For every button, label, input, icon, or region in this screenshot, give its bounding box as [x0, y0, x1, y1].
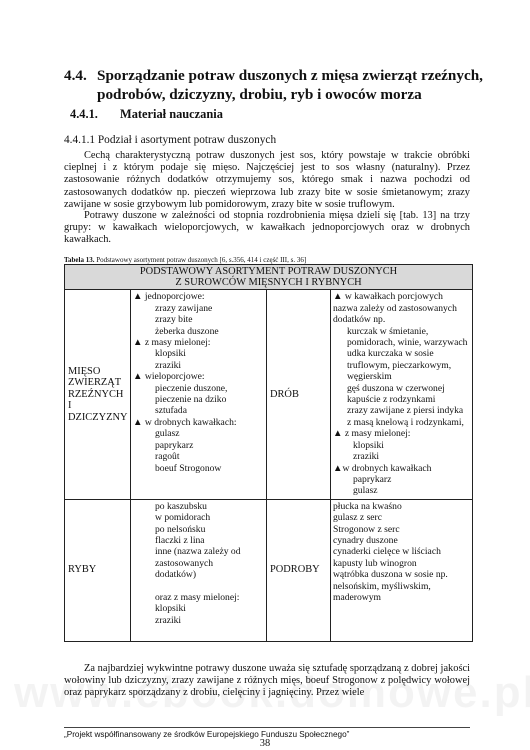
cell-line: zrazy zawijane z piersi indyka — [347, 405, 464, 417]
cell-line: zraziki — [353, 451, 380, 463]
cell-line: oraz z masy mielonej: — [155, 591, 240, 603]
cell-line: klopsiki — [353, 439, 384, 451]
table-header-line1: PODSTAWOWY ASORTYMENT POTRAW DUSZONYCH — [139, 266, 398, 277]
table-header-line2: Z SUROWCÓW MIĘSNYCH I RYBNYCH — [175, 277, 362, 289]
paragraph-1: Cechą charakterystyczną potraw duszonych jest sos, który powstaje w trakcie obróbki cieplnej i z którym podaje się mięso. Najczęściej jest to sos własny (naturalny). Przez zastosowanie różnych dodatków otrzymujemy sos, którego smak i nazwa pochodzi od zastosowanych dodatków np. pieczeń wieprzowa lub zrazy bite w sosie śmietanowym; zrazy zawijane w sosie grzybowym lub pomidorowym, zrazy bite w sosie truflowym. — [64, 150, 470, 210]
dish-list-cell — [131, 290, 267, 499]
cell-line: ▲ jednoporcjowe: — [133, 291, 205, 303]
cell-line: zastosowanych — [155, 557, 214, 569]
paragraph-3: Za najbardziej wykwintne potrawy duszone uważa się sztufadę sporządzaną z dobrej jakości wołowiny lub dziczyzny, zrazy zawijane z różnych mięs, boeuf Strogonow z polędwicy wołowej oraz paprykarz sporządzany z drobiu, cielęciny i jagnięciny. Przez wiele — [64, 663, 470, 699]
table-caption — [64, 256, 306, 264]
cell-line: dodatków) — [155, 569, 197, 581]
table-row — [65, 290, 473, 499]
cell-line: udka kurczaka w sosie — [347, 348, 434, 360]
cell-line: klopsiki — [155, 348, 186, 360]
cell-line: ▲ z masy mielonej: — [333, 428, 411, 440]
cell-line: gulasz — [353, 485, 378, 497]
cell-line: cynaderki cielęce w liściach — [333, 546, 441, 558]
cell-line: ▲ w kawałkach porcjowych — [333, 291, 443, 303]
cell-line: DZICZYZNY — [68, 411, 128, 423]
cell-line: zraziki — [155, 614, 182, 626]
cell-line: boeuf Strogonow — [155, 462, 222, 474]
dish-list-cell — [331, 499, 473, 641]
cell-line: gęś duszona w czerwonej — [347, 382, 445, 394]
cell-line: I — [68, 400, 72, 412]
cell-line: ▲ w drobnych kawałkach: — [133, 416, 237, 428]
assortment-table — [64, 264, 473, 642]
cell-line: cynadry duszone — [333, 534, 398, 546]
cell-line: kapuście z rodzynkami — [347, 394, 436, 406]
cell-line: po kaszubsku — [155, 500, 207, 512]
cell-line: MIĘSO — [68, 365, 101, 377]
category-cell — [267, 499, 331, 641]
cell-line: Strogonow z serc — [333, 523, 400, 535]
cell-line: płucka na kwaśno — [333, 500, 402, 512]
page-number: 38 — [259, 738, 271, 749]
table-header — [65, 265, 473, 290]
cell-line: zrazy bite — [155, 314, 193, 326]
chapter-heading — [64, 66, 494, 104]
cell-line: RZEŹNYCH — [68, 388, 124, 400]
cell-line: gulasz z serc — [333, 512, 383, 524]
cell-line: pomidorach, winie, warzywach — [347, 337, 468, 349]
cell-line: RYBY — [68, 564, 97, 576]
cell-line: inne (nazwa zależy od — [155, 546, 241, 558]
cell-line: ▲w drobnych kawałkach — [333, 462, 432, 474]
cell-line: żeberka duszone — [155, 325, 219, 337]
cell-line: paprykarz — [155, 439, 194, 451]
cell-line: ▲ z masy mielonej: — [133, 337, 211, 349]
category-cell — [267, 290, 331, 499]
cell-line: pieczenie duszone, — [155, 382, 228, 394]
section-heading — [70, 107, 223, 122]
table-caption-label: Tabela 13. — [64, 256, 95, 264]
cell-line: kapusty lub winogron — [333, 557, 417, 569]
footer-note: „Projekt współfinansowany ze środków Europejskiego Funduszu Społecznego” — [64, 727, 470, 739]
cell-line: ▲ wieloporcjowe: — [133, 371, 205, 383]
table-row — [65, 499, 473, 641]
paragraph-2: Potrawy duszone w zależności od stopnia rozdrobnienia mięsa dzieli się [tab. 13] na trzy grupy: w kawałkach wieloporcjowych, w kawałkach jednoporcjowych oraz w drobnych kawałkach. — [64, 210, 470, 246]
category-cell — [65, 499, 131, 641]
cell-line: po nelsońsku — [155, 523, 206, 535]
cell-line: pieczenie na dziko — [155, 394, 227, 406]
chapter-title-line1: Sporządzanie potraw duszonych z mięsa zwierząt rzeźnych, — [97, 67, 483, 84]
cell-line: flaczki z lina — [155, 534, 205, 546]
cell-line: z masą knelową i rodzynkami, — [347, 416, 464, 428]
table-caption-text: Podstawowy asortyment potraw duszonych [6, s.356, 414 i część III, s. 36] — [94, 256, 307, 264]
cell-line: w pomidorach — [155, 512, 211, 524]
cell-line: węgierskim — [347, 371, 392, 383]
cell-line — [133, 581, 264, 592]
cell-line: PODROBY — [270, 564, 320, 576]
cell-line: DRÓB — [270, 388, 299, 400]
section-title: Materiał nauczania — [120, 107, 223, 121]
dish-list-cell — [131, 499, 267, 641]
cell-line: nazwa zależy od zastosowanych — [333, 302, 457, 314]
chapter-title-line2: podrobów, dziczyzny, drobiu, ryb i owoców morza — [97, 86, 422, 103]
cell-line: ragoût — [155, 451, 180, 463]
cell-line: wątróbka duszona w sosie np. — [333, 569, 448, 581]
cell-line: truflowym, pieczarkowym, — [347, 359, 452, 371]
cell-line: zraziki — [155, 359, 182, 371]
subsection-heading: 4.4.1.1 Podział i asortyment potraw duszonych — [64, 134, 277, 146]
cell-line: gulasz — [155, 428, 180, 440]
dish-list-cell — [331, 290, 473, 499]
cell-line: dodatków np. — [333, 314, 386, 326]
section-number: 4.4.1. — [70, 107, 98, 121]
cell-line: paprykarz — [353, 473, 392, 485]
cell-line: maderowym — [333, 591, 381, 603]
cell-line: ZWIERZĄT — [68, 377, 122, 389]
chapter-number: 4.4. — [64, 67, 87, 84]
cell-line: sztufada — [155, 405, 187, 417]
cell-line: kurczak w śmietanie, — [347, 325, 429, 337]
category-cell — [65, 290, 131, 499]
cell-line: zrazy zawijane — [155, 302, 213, 314]
cell-line: nelsońskim, myśliwskim, — [333, 580, 431, 592]
cell-line: klopsiki — [155, 603, 186, 615]
